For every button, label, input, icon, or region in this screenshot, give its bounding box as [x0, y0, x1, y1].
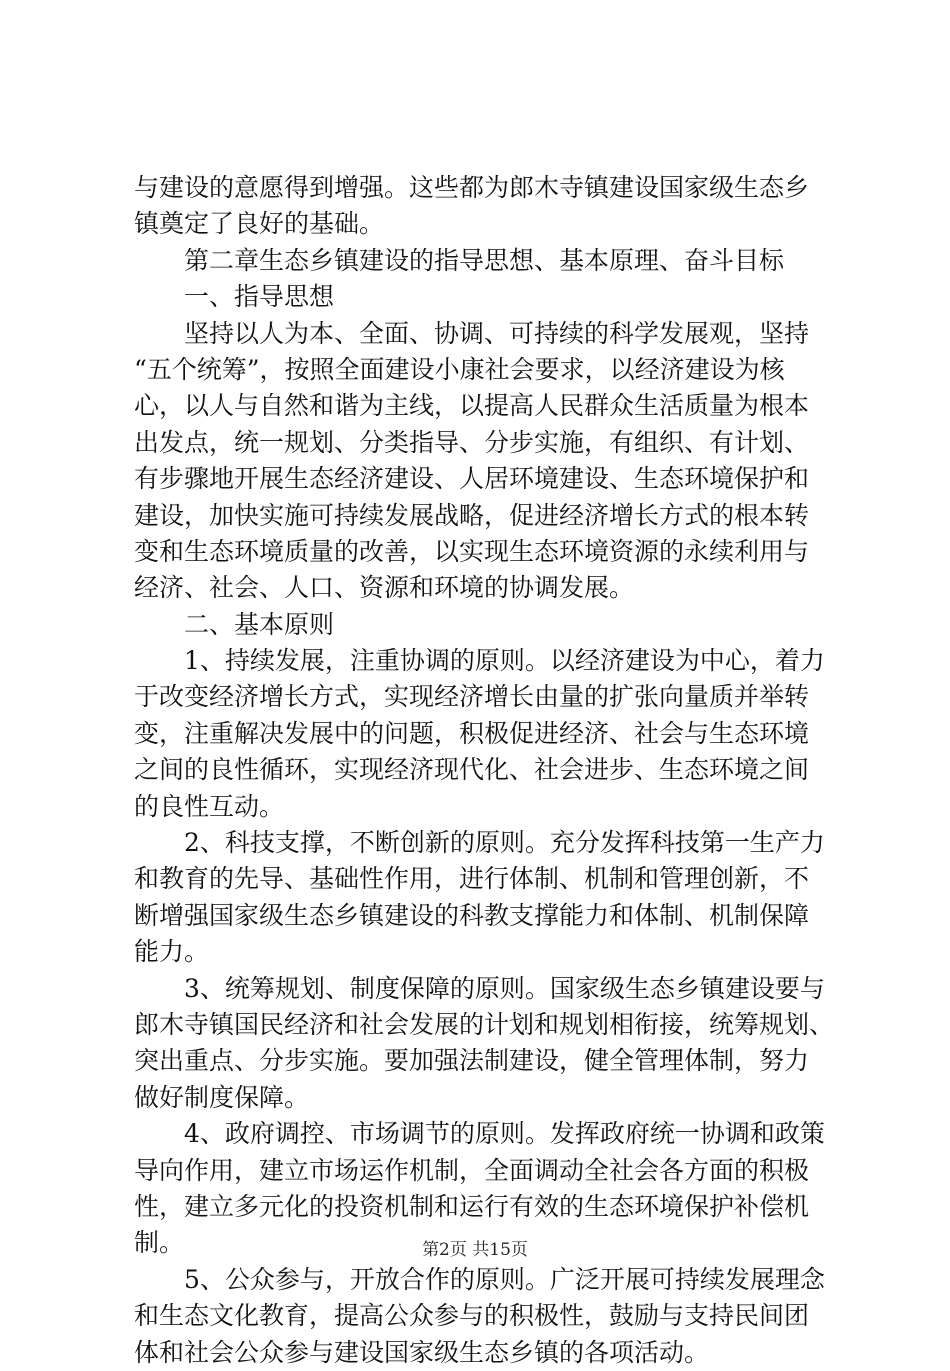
text-line: 之间的良性循环，实现经济现代化、社会进步、生态环境之间 — [134, 755, 810, 785]
text-line: 于改变经济增长方式，实现经济增长由量的扩张向量质并举转 — [134, 682, 810, 712]
text-line: 1、持续发展，注重协调的原则。以经济建设为中心，着力 — [184, 646, 825, 676]
text-line: 性，建立多元化的投资机制和运行有效的生态环境保护补偿机 — [134, 1191, 810, 1221]
text-line: 能力。 — [134, 937, 210, 967]
text-line: 做好制度保障。 — [134, 1082, 310, 1112]
text-line: 和教育的先导、基础性作用，进行体制、机制和管理创新，不 — [134, 864, 810, 894]
text-line: 断增强国家级生态乡镇建设的科教支撑能力和体制、机制保障 — [134, 900, 810, 930]
text-line: 心，以人与自然和谐为主线，以提高人民群众生活质量为根本 — [134, 391, 810, 421]
text-line: 的良性互动。 — [134, 791, 285, 821]
document-body — [134, 170, 834, 1371]
text-line: 导向作用，建立市场运作机制，全面调动全社会各方面的积极 — [134, 1155, 810, 1185]
text-line: 一、指导思想 — [184, 282, 335, 312]
text-line: 变，注重解决发展中的问题，积极促进经济、社会与生态环境 — [134, 718, 810, 748]
text-line: 制。 — [134, 1228, 185, 1258]
text-line: 二、基本原则 — [184, 609, 335, 639]
text-line: 坚持以人为本、全面、协调、可持续的科学发展观，坚持 — [184, 318, 810, 348]
text-line: 有步骤地开展生态经济建设、人居环境建设、生态环境保护和 — [134, 464, 810, 494]
text-line: 建设，加快实施可持续发展战略，促进经济增长方式的根本转 — [134, 500, 810, 530]
text-line: 第二章生态乡镇建设的指导思想、基本原理、奋斗目标 — [184, 245, 785, 275]
text-line: 变和生态环境质量的改善，以实现生态环境资源的永续利用与 — [134, 536, 810, 566]
text-line: 5、公众参与，开放合作的原则。广泛开展可持续发展理念 — [184, 1264, 825, 1294]
text-line: 镇奠定了良好的基础。 — [134, 209, 385, 239]
page-number-label: 第2页 共15页 — [422, 1240, 528, 1260]
text-line: 4、政府调控、市场调节的原则。发挥政府统一协调和政策 — [184, 1119, 825, 1149]
text-line: “五个统筹”，按照全面建设小康社会要求，以经济建设为核 — [134, 354, 785, 384]
text-line: 与建设的意愿得到增强。这些都为郎木寺镇建设国家级生态乡 — [134, 173, 810, 202]
text-line: 3、统筹规划、制度保障的原则。国家级生态乡镇建设要与 — [184, 973, 825, 1003]
text-line: 突出重点、分步实施。要加强法制建设，健全管理体制，努力 — [134, 1046, 810, 1076]
text-line: 经济、社会、人口、资源和环境的协调发展。 — [134, 573, 635, 603]
text-line: 郎木寺镇国民经济和社会发展的计划和规划相衔接，统筹规划、 — [134, 1009, 835, 1039]
page-footer — [0, 1238, 950, 1262]
text-line: 体和社会公众参与建设国家级生态乡镇的各项活动。 — [134, 1337, 710, 1367]
text-line: 出发点，统一规划、分类指导、分步实施，有组织、有计划、 — [134, 427, 810, 457]
text-line: 和生态文化教育，提高公众参与的积极性，鼓励与支持民间团 — [134, 1301, 810, 1331]
text-line: 2、科技支撑，不断创新的原则。充分发挥科技第一生产力 — [184, 828, 825, 858]
